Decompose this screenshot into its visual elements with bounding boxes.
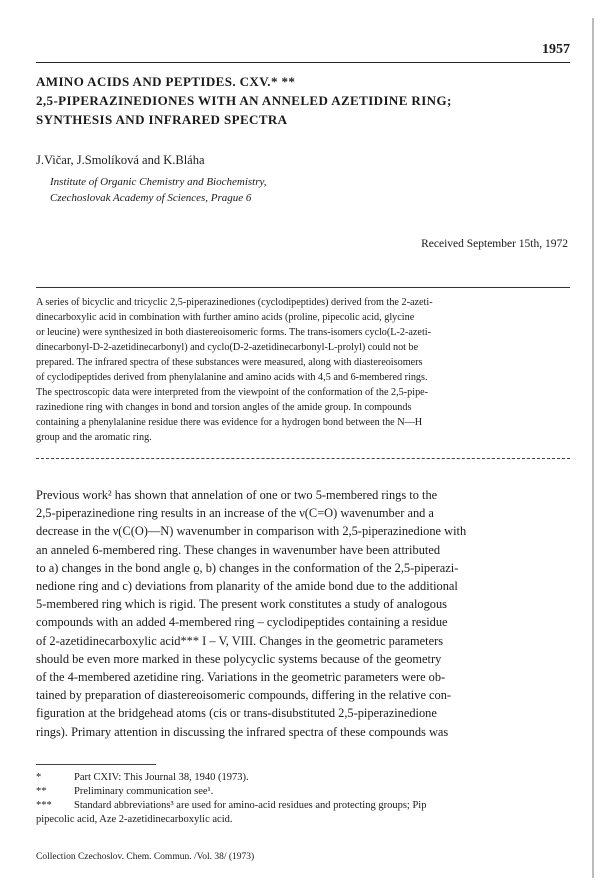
body-line: 2,5-piperazinedione ring results in an increase of the ν(C=O) wavenumber and a [36, 506, 434, 521]
body-line: of 2-azetidinecarboxylic acid*** I – V, VIII. Changes in the geometric parameters [36, 633, 444, 648]
journal-footer: Collection Czechoslov. Chem. Commun. /Vol. 38/ (1973) [36, 852, 255, 862]
body-line: nedione ring and c) deviations from planarity of the amide bond due to the additional [36, 579, 458, 594]
body-line: to a) changes in the bond angle ϱ, b) changes in the conformation of the 2,5-piperazi- [36, 560, 459, 575]
body-text [36, 486, 570, 741]
footnote-text: Standard abbreviations³ are used for amino-acid residues and protecting groups; Pip [74, 800, 427, 811]
abstract-line: dinecarboxylic acid in combination with further amino acids (proline, pipecolic acid, glycine [36, 312, 415, 323]
affiliation-line-1: Institute of Organic Chemistry and Biochemistry, [50, 176, 267, 188]
body-line: Previous work² has shown that annelation of one or two 5-membered rings to the [36, 488, 438, 502]
footnote-1 [36, 771, 570, 785]
abstract-line: of cyclodipeptides derived from phenylalanine and amino acids with 4,5 and 6-membered rings. [36, 372, 428, 383]
title-line-1: AMINO ACIDS AND PEPTIDES. CXV.* ** [36, 74, 296, 89]
page-number: 1957 [542, 42, 570, 57]
abstract-line: A series of bicyclic and tricyclic 2,5-piperazinediones (cyclodipeptides) derived from the 2-azeti- [36, 297, 433, 308]
footnote-rule [36, 764, 156, 765]
abstract [36, 295, 570, 445]
article-title [36, 72, 570, 129]
authors: J.Vičar, J.Smolíková and K.Bláha [36, 153, 205, 167]
title-line-3: SYNTHESIS AND INFRARED SPECTRA [36, 112, 288, 127]
footnote-3 [36, 799, 570, 813]
body-line: an anneled 6-membered ring. These changes in wavenumber have been attributed [36, 542, 441, 557]
body-line: should be even more marked in these polycyclic systems because of the geometry [36, 651, 442, 666]
footnote-text: Part CXIV: This Journal 38, 1940 (1973). [74, 772, 249, 783]
footnotes [36, 771, 570, 827]
abstract-line: dinecarbonyl-D-2-azetidinecarbonyl) and cyclo(D-2-azetidinecarbonyl-L-prolyl) could not be [36, 342, 419, 353]
affiliation-line-2: Czechoslovak Academy of Sciences, Prague 6 [50, 192, 252, 204]
body-line: of the 4-membered azetidine ring. Variations in the geometric parameters were ob- [36, 670, 446, 685]
footnote-text: Preliminary communication see¹. [74, 786, 214, 797]
body-line: 5-membered ring which is rigid. The present work constitutes a study of analogous [36, 597, 447, 612]
body-line: rings). Primary attention in discussing the infrared spectra of these compounds was [36, 724, 449, 739]
footnote-3-continuation: pipecolic acid, Aze 2-azetidinecarboxylic acid. [36, 814, 233, 825]
footnote-mark: *** [36, 800, 52, 811]
abstract-top-rule [36, 287, 570, 288]
scan-edge-line [592, 18, 594, 878]
abstract-line: prepared. The infrared spectra of these substances were measured, along with diastereoisomers [36, 357, 423, 368]
body-line: tained by preparation of diastereoisomeric compounds, differing in the relative con- [36, 688, 452, 703]
abstract-line: razinedione ring with changes in bond and torsion angles of the amide group. In compounds [36, 402, 412, 413]
abstract-line: containing a phenylalanine residue there was evidence for a hydrogen bond between the N—H [36, 417, 423, 428]
footnote-2 [36, 785, 570, 799]
body-line: decrease in the ν(C(O)—N) wavenumber in comparison with 2,5-piperazinedione with [36, 524, 467, 539]
header-rule [36, 62, 570, 63]
title-line-2: 2,5-PIPERAZINEDIONES WITH AN ANNELED AZETIDINE RING; [36, 93, 452, 108]
abstract-line: or leucine) were synthesized in both diastereoisomeric forms. The trans-isomers cyclo(L-2-azeti- [36, 327, 431, 338]
affiliation [50, 174, 267, 206]
abstract-line: group and the aromatic ring. [36, 432, 152, 443]
footnote-mark: * [36, 772, 42, 783]
abstract-bottom-rule [36, 458, 570, 459]
received-date: Received September 15th, 1972 [421, 238, 568, 250]
abstract-line: The spectroscopic data were interpreted from the viewpoint of the conformation of the 2,5-pipe- [36, 387, 429, 398]
body-line: compounds with an added 4-membered ring – cyclodipeptides containing a residue [36, 615, 448, 630]
body-line: figuration at the bridgehead atoms (cis or trans-disubstituted 2,5-piperazinedione [36, 706, 437, 721]
footnote-mark: ** [36, 786, 47, 797]
